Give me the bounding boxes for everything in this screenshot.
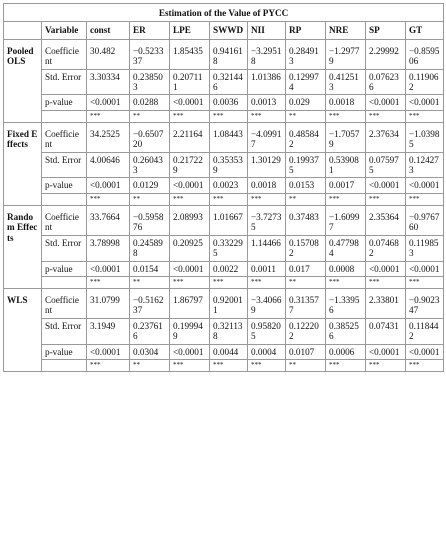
row-label (42, 359, 87, 371)
significance-cell: *** (210, 193, 248, 205)
column-header: ER (130, 22, 170, 39)
significance-cell: ** (130, 110, 170, 122)
significance-cell: ** (286, 110, 326, 122)
value-cell: 0.119853 (406, 235, 444, 261)
row-label (42, 276, 87, 288)
significance-cell: *** (248, 193, 286, 205)
value-cell: 0.313577 (286, 288, 326, 318)
row-label: Coefficient (42, 205, 87, 235)
row-label: Coefficient (42, 39, 87, 69)
column-header: RP (286, 22, 326, 39)
value-cell: 1.85435 (170, 39, 210, 69)
value-cell: 0.37483 (286, 205, 326, 235)
value-cell: 33.7664 (87, 205, 130, 235)
model-header-cell (4, 22, 42, 39)
value-cell: 0.321138 (210, 318, 248, 344)
std-error-row (4, 69, 444, 95)
value-cell: 0.0154 (130, 261, 170, 276)
significance-cell: *** (248, 110, 286, 122)
value-cell: −0.595876 (130, 205, 170, 235)
value-cell: 2.08993 (170, 205, 210, 235)
significance-row (4, 359, 444, 371)
value-cell: 0.0022 (210, 261, 248, 276)
value-cell: 0.029 (286, 95, 326, 110)
value-cell: −0.523337 (130, 39, 170, 69)
value-cell: 0.353539 (210, 152, 248, 178)
value-cell: 0.119062 (406, 69, 444, 95)
significance-cell: *** (406, 193, 444, 205)
value-cell: −0.516237 (130, 288, 170, 318)
significance-cell: *** (366, 359, 406, 371)
significance-cell: *** (406, 276, 444, 288)
p-value-row (4, 344, 444, 359)
value-cell: 3.78998 (87, 235, 130, 261)
significance-cell: *** (170, 276, 210, 288)
coefficient-row (4, 205, 444, 235)
std-error-row (4, 235, 444, 261)
significance-row (4, 276, 444, 288)
significance-cell: ** (130, 193, 170, 205)
value-cell: 0.477984 (326, 235, 366, 261)
value-cell: <0.0001 (406, 178, 444, 193)
significance-cell: *** (210, 110, 248, 122)
significance-cell: ** (130, 359, 170, 371)
significance-cell: *** (326, 359, 366, 371)
value-cell: 0.207111 (170, 69, 210, 95)
value-cell: 0.07431 (366, 318, 406, 344)
value-cell: 0.075975 (366, 152, 406, 178)
significance-cell: *** (170, 110, 210, 122)
significance-cell: *** (326, 110, 366, 122)
value-cell: 0.0013 (248, 95, 286, 110)
value-cell: 0.412513 (326, 69, 366, 95)
value-cell: 0.260433 (130, 152, 170, 178)
value-cell: 0.485842 (286, 122, 326, 152)
significance-cell: *** (248, 276, 286, 288)
value-cell: 0.539081 (326, 152, 366, 178)
p-value-row (4, 178, 444, 193)
value-cell: 1.08443 (210, 122, 248, 152)
row-label (42, 110, 87, 122)
value-cell: 0.920011 (210, 288, 248, 318)
column-header: NII (248, 22, 286, 39)
value-cell: 0.0153 (286, 178, 326, 193)
value-cell: 2.29992 (366, 39, 406, 69)
row-label: Std. Error (42, 152, 87, 178)
value-cell: −3.40669 (248, 288, 286, 318)
value-cell: −1.70579 (326, 122, 366, 152)
value-cell: <0.0001 (170, 261, 210, 276)
value-cell: 0.0044 (210, 344, 248, 359)
value-cell: 0.284913 (286, 39, 326, 69)
column-header: const (87, 22, 130, 39)
row-label: p-value (42, 344, 87, 359)
value-cell: 0.124273 (406, 152, 444, 178)
model-name: Random Effects (4, 205, 42, 288)
column-header: GT (406, 22, 444, 39)
value-cell: 0.0023 (210, 178, 248, 193)
value-cell: <0.0001 (170, 95, 210, 110)
column-header: SP (366, 22, 406, 39)
value-cell: 0.157082 (286, 235, 326, 261)
model-name: WLS (4, 288, 42, 371)
value-cell: 34.2525 (87, 122, 130, 152)
value-cell: 0.237616 (130, 318, 170, 344)
significance-cell: *** (210, 359, 248, 371)
value-cell: 0.332295 (210, 235, 248, 261)
significance-cell: *** (406, 110, 444, 122)
significance-cell: ** (286, 359, 326, 371)
significance-cell: *** (170, 359, 210, 371)
value-cell: 0.076236 (366, 69, 406, 95)
significance-cell: *** (248, 359, 286, 371)
column-header: LPE (170, 22, 210, 39)
value-cell: 0.074682 (366, 235, 406, 261)
value-cell: −1.03985 (406, 122, 444, 152)
value-cell: 0.0036 (210, 95, 248, 110)
value-cell: 0.0129 (130, 178, 170, 193)
row-label: p-value (42, 178, 87, 193)
value-cell: 0.238503 (130, 69, 170, 95)
table-body (4, 4, 444, 372)
value-cell: 2.21164 (170, 122, 210, 152)
model-name: Pooled OLS (4, 39, 42, 122)
value-cell: 1.14466 (248, 235, 286, 261)
value-cell: −0.902347 (406, 288, 444, 318)
value-cell: <0.0001 (87, 261, 130, 276)
significance-cell: *** (170, 193, 210, 205)
value-cell: <0.0001 (406, 95, 444, 110)
value-cell: −1.60997 (326, 205, 366, 235)
title-row (4, 4, 444, 22)
estimation-table-container (3, 3, 443, 372)
column-header: SWWD (210, 22, 248, 39)
significance-cell: *** (326, 193, 366, 205)
row-label: Coefficient (42, 288, 87, 318)
column-header: Variable (42, 22, 87, 39)
row-label: Std. Error (42, 235, 87, 261)
value-cell: 0.122202 (286, 318, 326, 344)
row-label: Std. Error (42, 69, 87, 95)
value-cell: <0.0001 (87, 178, 130, 193)
value-cell: 0.0018 (248, 178, 286, 193)
significance-cell: *** (87, 193, 130, 205)
value-cell: 0.941618 (210, 39, 248, 69)
significance-row (4, 110, 444, 122)
value-cell: <0.0001 (406, 261, 444, 276)
value-cell: 3.30334 (87, 69, 130, 95)
value-cell: 0.199949 (170, 318, 210, 344)
value-cell: 4.00646 (87, 152, 130, 178)
value-cell: 0.0008 (326, 261, 366, 276)
value-cell: 0.199375 (286, 152, 326, 178)
value-cell: 0.0018 (326, 95, 366, 110)
value-cell: 2.37634 (366, 122, 406, 152)
value-cell: −4.09917 (248, 122, 286, 152)
value-cell: 31.0799 (87, 288, 130, 318)
value-cell: −1.29779 (326, 39, 366, 69)
value-cell: 0.118442 (406, 318, 444, 344)
header-row (4, 22, 444, 39)
value-cell: −3.72735 (248, 205, 286, 235)
value-cell: <0.0001 (366, 261, 406, 276)
value-cell: 1.30129 (248, 152, 286, 178)
value-cell: 2.35364 (366, 205, 406, 235)
value-cell: −3.29518 (248, 39, 286, 69)
row-label (42, 193, 87, 205)
value-cell: 0.0017 (326, 178, 366, 193)
value-cell: 0.958205 (248, 318, 286, 344)
estimation-table (3, 3, 444, 372)
significance-cell: *** (366, 193, 406, 205)
significance-cell: *** (87, 359, 130, 371)
p-value-row (4, 261, 444, 276)
column-header: NRE (326, 22, 366, 39)
significance-cell: ** (130, 276, 170, 288)
value-cell: <0.0001 (170, 178, 210, 193)
value-cell: −0.976760 (406, 205, 444, 235)
value-cell: 0.0004 (248, 344, 286, 359)
value-cell: <0.0001 (87, 95, 130, 110)
value-cell: 1.01386 (248, 69, 286, 95)
std-error-row (4, 152, 444, 178)
significance-cell: ** (286, 193, 326, 205)
value-cell: <0.0001 (170, 344, 210, 359)
significance-cell: *** (406, 359, 444, 371)
value-cell: <0.0001 (406, 344, 444, 359)
row-label: Coefficient (42, 122, 87, 152)
significance-cell: *** (210, 276, 248, 288)
value-cell: 0.0288 (130, 95, 170, 110)
value-cell: 3.1949 (87, 318, 130, 344)
p-value-row (4, 95, 444, 110)
significance-row (4, 193, 444, 205)
value-cell: <0.0001 (366, 344, 406, 359)
coefficient-row (4, 288, 444, 318)
model-name: Fixed Effects (4, 122, 42, 205)
significance-cell: *** (366, 276, 406, 288)
coefficient-row (4, 122, 444, 152)
value-cell: 1.01667 (210, 205, 248, 235)
value-cell: 1.86797 (170, 288, 210, 318)
value-cell: 0.217229 (170, 152, 210, 178)
row-label: p-value (42, 95, 87, 110)
value-cell: 0.017 (286, 261, 326, 276)
significance-cell: *** (326, 276, 366, 288)
significance-cell: ** (286, 276, 326, 288)
value-cell: 2.33801 (366, 288, 406, 318)
value-cell: 0.0304 (130, 344, 170, 359)
value-cell: <0.0001 (87, 344, 130, 359)
value-cell: 0.0011 (248, 261, 286, 276)
value-cell: 0.0006 (326, 344, 366, 359)
std-error-row (4, 318, 444, 344)
value-cell: 0.321446 (210, 69, 248, 95)
significance-cell: *** (366, 110, 406, 122)
value-cell: 0.245898 (130, 235, 170, 261)
value-cell: 0.129974 (286, 69, 326, 95)
significance-cell: *** (87, 110, 130, 122)
value-cell: 0.385256 (326, 318, 366, 344)
coefficient-row (4, 39, 444, 69)
value-cell: <0.0001 (366, 95, 406, 110)
row-label: Std. Error (42, 318, 87, 344)
value-cell: −1.33956 (326, 288, 366, 318)
table-title: Estimation of the Value of PYCC (4, 4, 444, 22)
value-cell: 0.20925 (170, 235, 210, 261)
value-cell: −0.650720 (130, 122, 170, 152)
value-cell: −0.859506 (406, 39, 444, 69)
value-cell: <0.0001 (366, 178, 406, 193)
row-label: p-value (42, 261, 87, 276)
significance-cell: *** (87, 276, 130, 288)
value-cell: 0.0107 (286, 344, 326, 359)
value-cell: 30.482 (87, 39, 130, 69)
